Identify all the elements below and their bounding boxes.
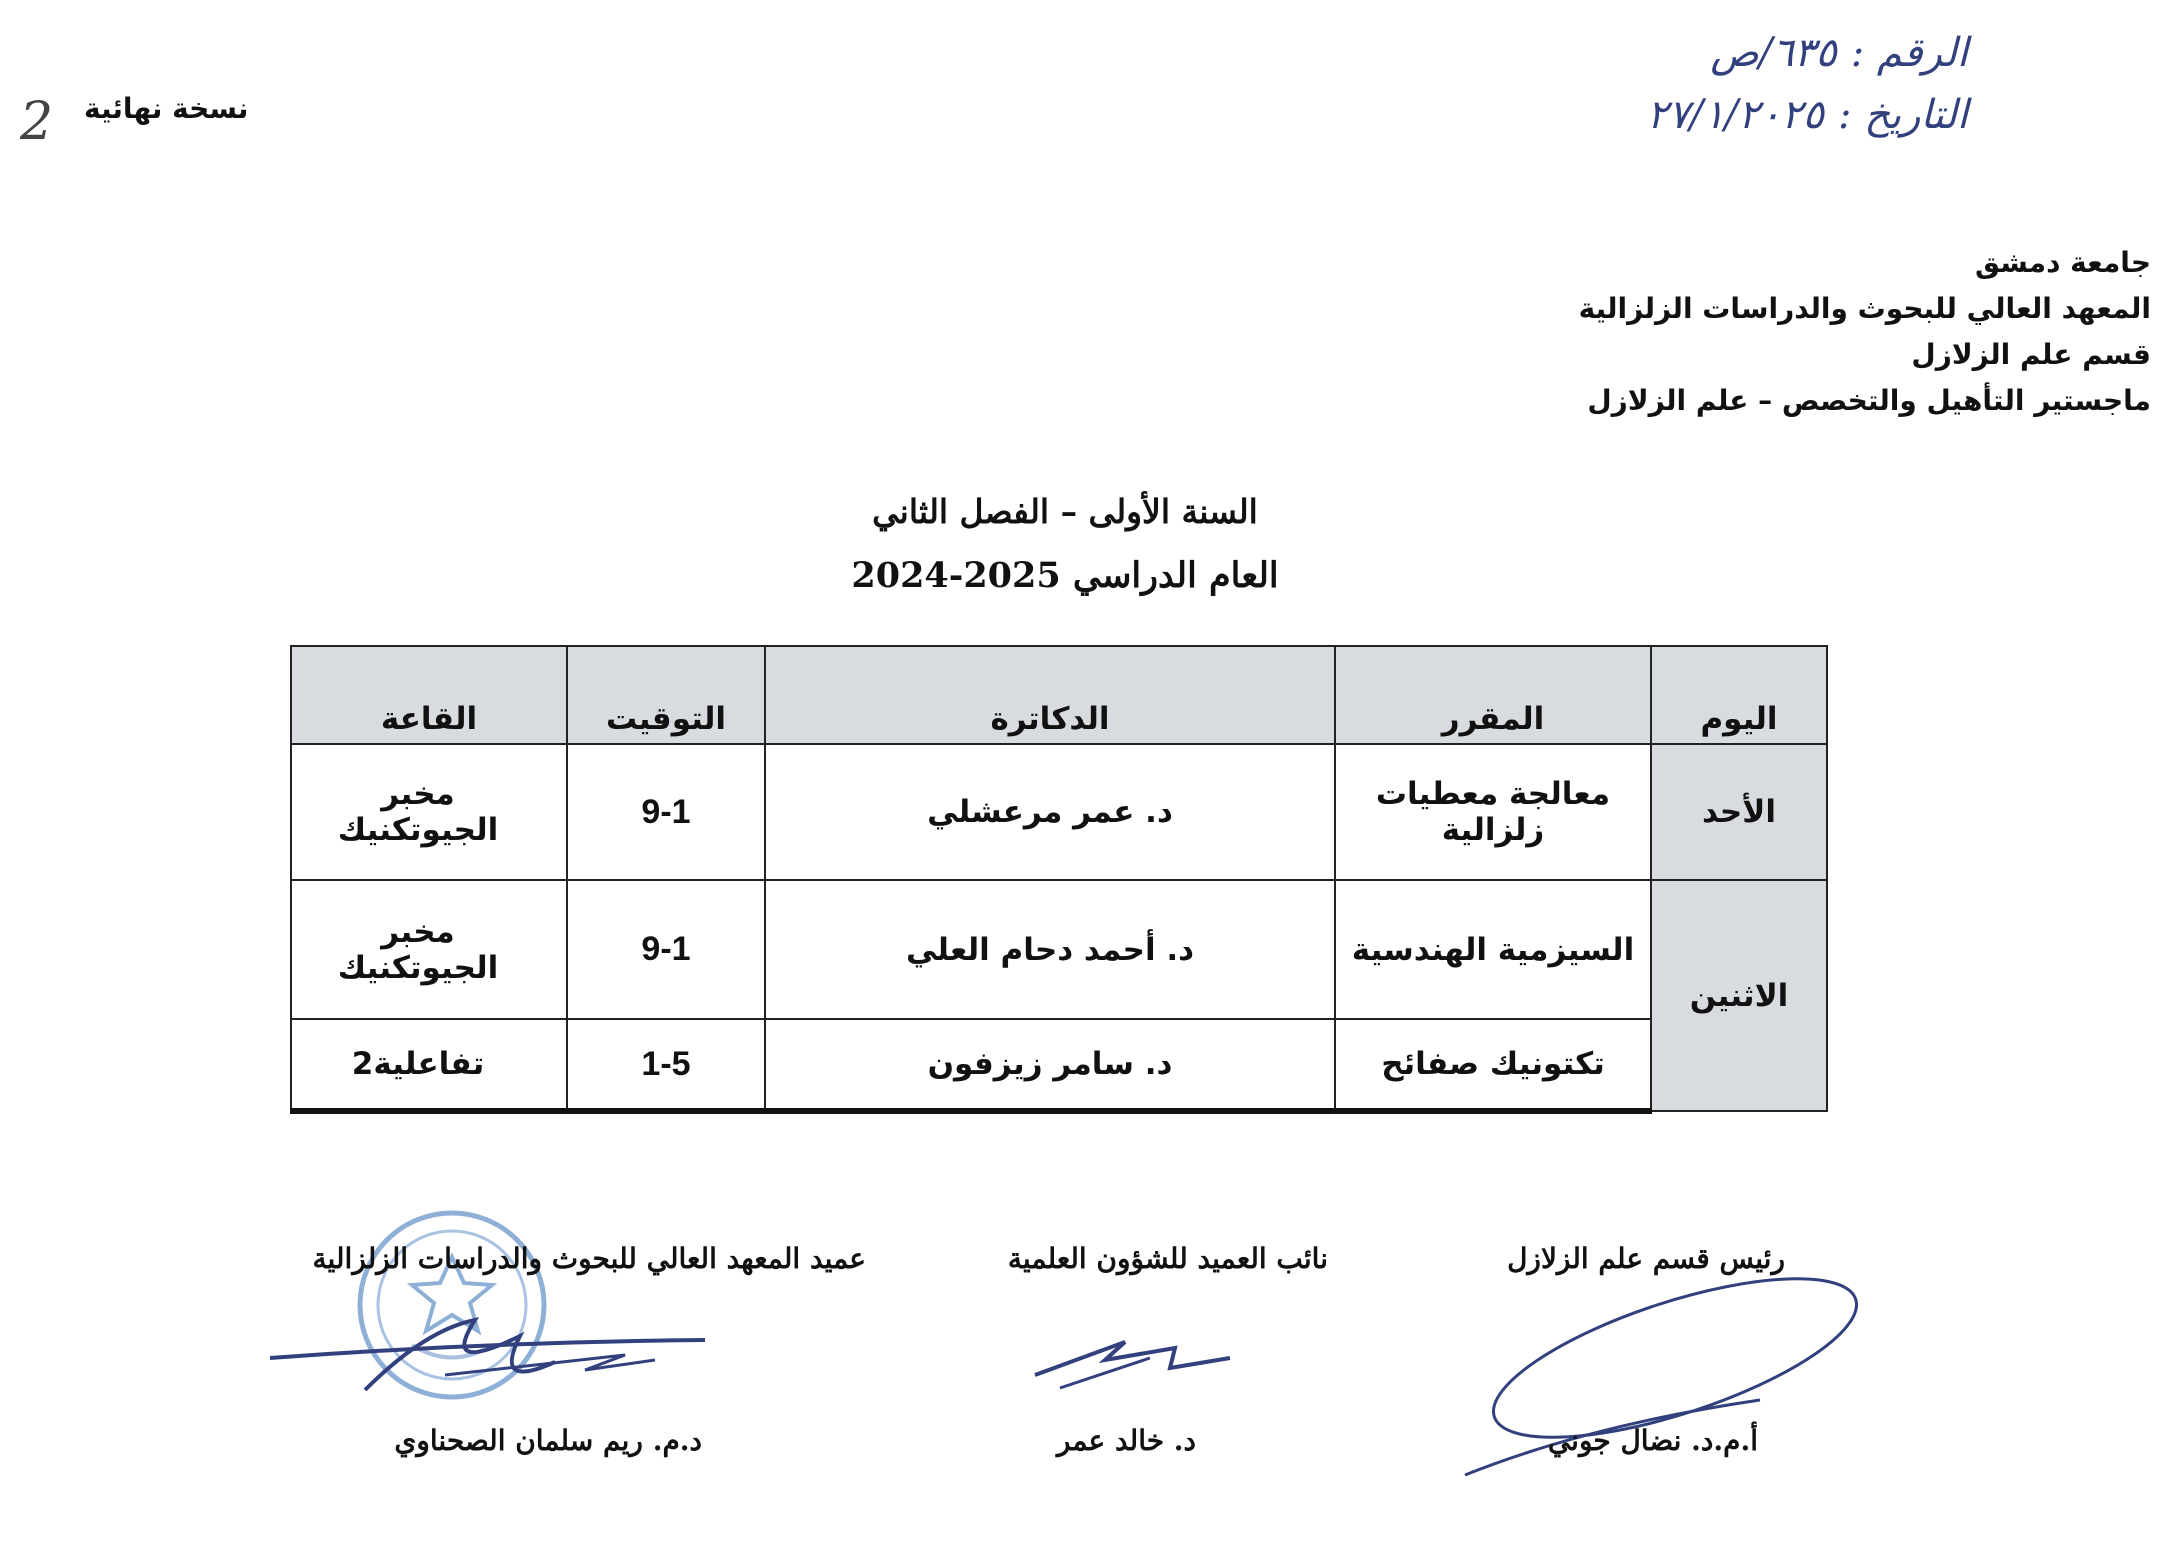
table-row (291, 1019, 1827, 1111)
semester-title: السنة الأولى – الفصل الثاني (872, 492, 1258, 531)
course-name-line2: زلزالية (1441, 812, 1545, 848)
reference-number-value: ٦٣٥/ص (1710, 30, 1837, 76)
day-cell-sunday: الأحد (1651, 744, 1827, 880)
table-header-row (291, 646, 1827, 744)
reference-block (1408, 22, 1968, 146)
room-cell: مخبر الجيوتكنيك (291, 744, 567, 880)
deputy-dean-name: د. خالد عمر (1056, 1424, 1196, 1457)
signature-dean-icon (265, 1300, 725, 1430)
reference-date-label: التاريخ : (1837, 92, 1968, 138)
instructor-cell: د. سامر زيزفون (765, 1019, 1335, 1111)
dean-title: عميد المعهد العالي للبحوث والدراسات الزلزالية (312, 1242, 866, 1275)
course-cell (1335, 744, 1651, 880)
reference-date-row (1408, 84, 1968, 146)
header-day: اليوم (1651, 646, 1827, 744)
deputy-dean-title: نائب العميد للشؤون العلمية (1007, 1242, 1328, 1275)
document-title (500, 488, 1630, 606)
reference-number-row (1408, 22, 1968, 84)
program-name: ماجستير التأهيل والتخصص – علم الزلازل (1587, 384, 2151, 417)
time-cell: 9-1 (567, 744, 765, 880)
course-cell: السيزمية الهندسية (1335, 880, 1651, 1019)
course-cell: تكتونيك صفائح (1335, 1019, 1651, 1111)
academic-year-value: 2024-2025 (851, 555, 1061, 596)
instructor-cell: د. عمر مرعشلي (765, 744, 1335, 880)
header-time: التوقيت (567, 646, 765, 744)
day-cell-monday: الاثنين (1651, 880, 1827, 1111)
official-stamp-icon (352, 1205, 552, 1405)
signature-deputy-icon (1030, 1320, 1240, 1410)
department-name: قسم علم الزلازل (1911, 338, 2151, 371)
time-cell: 9-1 (567, 880, 765, 1019)
time-cell: 1-5 (567, 1019, 765, 1111)
room-cell: مخبر الجيوتكنيك (291, 880, 567, 1019)
header-room: القاعة (291, 646, 567, 744)
institute-name: المعهد العالي للبحوث والدراسات الزلزالية (1578, 292, 2151, 325)
head-of-department-title: رئيس قسم علم الزلازل (1507, 1242, 1785, 1275)
reference-date-value: ٢٧/١/٢٠٢٥ (1646, 92, 1824, 138)
dean-name: د.م. ريم سلمان الصحناوي (394, 1424, 702, 1457)
header-course: المقرر (1335, 646, 1651, 744)
table-row (291, 880, 1827, 1019)
table-row (291, 744, 1827, 880)
room-cell: تفاعلية2 (291, 1019, 567, 1111)
university-name: جامعة دمشق (1975, 246, 2151, 279)
course-name-line1: معالجة معطيات (1375, 776, 1611, 812)
final-copy-label: نسخة نهائية (84, 92, 249, 125)
header-instructor: الدكاترة (765, 646, 1335, 744)
schedule-table (290, 645, 1828, 1114)
institution-header (1579, 240, 2151, 424)
handwritten-version-number: 2 (20, 92, 54, 152)
academic-year-label: العام الدراسي (1072, 555, 1279, 596)
academic-year-title (500, 546, 1630, 606)
instructor-cell: د. أحمد دحام العلي (765, 880, 1335, 1019)
reference-number-label: الرقم : (1850, 30, 1968, 76)
head-of-department-name: أ.م.د. نضال جوني (1547, 1424, 1758, 1457)
